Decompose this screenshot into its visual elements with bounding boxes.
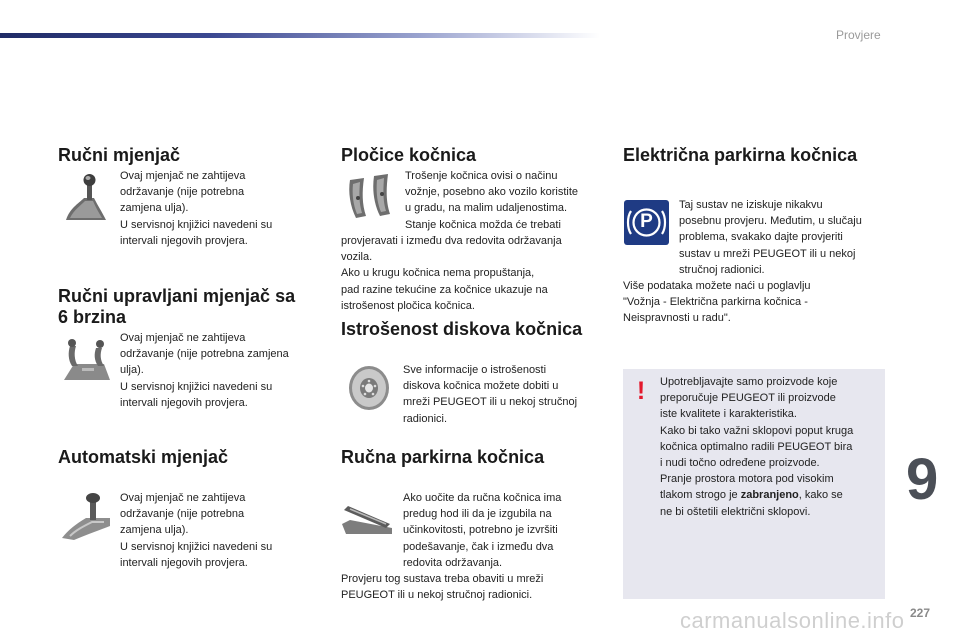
header-gradient-bar xyxy=(0,33,600,38)
text-electric-brake-intro xyxy=(679,197,862,278)
brake-pads-icon xyxy=(344,170,400,222)
text-line: zamjena ulja). xyxy=(120,202,189,215)
text-brake-pads-intro xyxy=(405,168,578,233)
handbrake-lever-icon xyxy=(340,500,396,536)
text-line: Ovaj mjenjač ne zahtijeva xyxy=(120,492,246,504)
text-line: održavanje (nije potrebna xyxy=(120,186,245,199)
text-line: posebnu provjeru. Međutim, u slučaju xyxy=(679,215,862,228)
heading-manual-parking-brake: Ručna parkirna kočnica xyxy=(341,447,545,467)
text-line: U servisnoj knjižici navedeni su xyxy=(120,380,273,393)
text-line: zamjena ulja). xyxy=(120,524,189,537)
text-brake-discs xyxy=(403,362,577,427)
text-warning xyxy=(660,374,853,520)
text-handbrake-body xyxy=(341,571,543,603)
heading-electric-parking-brake: Električna parkirna kočnica xyxy=(623,145,858,165)
paddle-shifter-icon xyxy=(60,334,114,384)
text-manual-gearbox xyxy=(120,168,272,249)
section-label: Provjere xyxy=(836,28,881,42)
text-line: Upotrebljavajte samo proizvode koje xyxy=(660,376,838,388)
emphasis-forbidden: zabranjeno xyxy=(740,489,799,502)
text-line: pad razine tekućine za kočnice ukazuje na xyxy=(341,283,548,296)
text-line: mreži PEUGEOT ili u nekoj stručnoj xyxy=(403,396,578,409)
text-line: U servisnoj knjižici navedeni su xyxy=(120,540,273,553)
text-line: Neispravnosti u radu". xyxy=(623,312,731,325)
text-line: sustav u mreži PEUGEOT ili u nekoj xyxy=(679,247,856,260)
parking-brake-icon xyxy=(624,200,669,245)
text-line: Trošenje kočnica ovisi o načinu xyxy=(405,170,558,182)
text-line: preporučuje PEUGEOT ili proizvode xyxy=(660,392,836,405)
text-line: "Vožnja - Električna parkirna kočnica - xyxy=(623,296,808,309)
text-line: Provjeru tog sustava treba obaviti u mreži xyxy=(341,573,544,585)
heading-brake-discs: Istrošenost diskova kočnica xyxy=(341,319,583,339)
text-line: provjeravati i između dva redovita održavanja xyxy=(341,235,562,247)
text-line: istrošenost pločica kočnica. xyxy=(341,299,475,312)
text-line: održavanje (nije potrebna xyxy=(120,508,245,521)
text-line: kočnica optimalno radili PEUGEOT bira xyxy=(660,440,853,453)
automatic-selector-icon xyxy=(60,492,114,542)
text-line: u gradu, na malim udaljenostima. xyxy=(405,202,568,215)
heading-line: 6 brzina xyxy=(58,307,127,327)
warning-icon: ! xyxy=(636,377,646,405)
page-number: 227 xyxy=(910,606,931,620)
text-line: intervali njegovih provjera. xyxy=(120,556,248,569)
heading-line: Ručni upravljani mjenjač sa xyxy=(58,286,296,306)
text-line: ulja). xyxy=(120,364,144,377)
text-line: podešavanje, čak i između dva xyxy=(403,540,554,553)
text-line: vozila. xyxy=(341,251,373,264)
text-brake-pads-body xyxy=(341,233,562,314)
text-fragment: , kako se xyxy=(798,489,843,502)
text-line: Taj sustav ne iziskuje nikakvu xyxy=(679,199,823,211)
text-line: diskova kočnica možete dobiti u xyxy=(403,380,559,393)
text-line: problema, svakako dajte provjeriti xyxy=(679,231,843,244)
text-line: Ako uočite da ručna kočnica ima xyxy=(403,492,562,504)
text-fragment: tlakom strogo je xyxy=(660,489,741,502)
text-line: Pranje prostora motora pod visokim xyxy=(660,473,834,486)
chapter-number: 9 xyxy=(906,447,939,512)
text-line: iste kvalitete i karakteristika. xyxy=(660,408,797,421)
text-line: predug hod ili da je izgubila na xyxy=(403,508,552,521)
text-line xyxy=(660,487,853,503)
text-automatic-gearbox xyxy=(120,490,272,571)
text-line: U servisnoj knjižici navedeni su xyxy=(120,218,273,231)
brake-disc-icon xyxy=(346,364,392,412)
text-line: vožnje, posebno ako vozilo koristite xyxy=(405,186,579,199)
text-line: intervali njegovih provjera. xyxy=(120,234,248,247)
text-line: intervali njegovih provjera. xyxy=(120,396,248,409)
text-line: Stanje kočnica možda će trebati xyxy=(405,218,561,231)
text-line: PEUGEOT ili u nekoj stručnoj radionici. xyxy=(341,589,533,602)
text-line: održavanje (nije potrebna zamjena xyxy=(120,348,289,361)
heading-automatic-gearbox: Automatski mjenjač xyxy=(58,447,229,467)
text-line: Više podataka možete naći u poglavlju xyxy=(623,280,811,292)
gear-lever-icon xyxy=(60,172,112,224)
heading-brake-pads: Pločice kočnica xyxy=(341,145,477,165)
text-line: Ovaj mjenjač ne zahtijeva xyxy=(120,332,246,344)
text-line: redovita održavanja. xyxy=(403,556,503,569)
text-line: Ovaj mjenjač ne zahtijeva xyxy=(120,170,246,182)
text-line: i nudi točno određene proizvode. xyxy=(660,457,820,470)
text-automated-gearbox xyxy=(120,330,289,411)
heading-automated-gearbox xyxy=(58,286,295,328)
text-electric-brake-body xyxy=(623,278,811,327)
text-line: Kako bi tako važni sklopovi poput kruga xyxy=(660,424,854,437)
parking-brake-letter: P xyxy=(640,211,653,232)
text-line: učinkovitosti, potrebno je izvršiti xyxy=(403,524,558,537)
text-handbrake-intro xyxy=(403,490,561,571)
text-line: Ako u krugu kočnica nema propuštanja, xyxy=(341,267,535,280)
heading-manual-gearbox: Ručni mjenjač xyxy=(58,145,181,165)
text-line: radionici. xyxy=(403,412,448,425)
text-line: ne bi oštetili električni sklopovi. xyxy=(660,505,811,518)
text-line: Sve informacije o istrošenosti xyxy=(403,364,547,376)
watermark: carmanualsonline.info xyxy=(680,608,905,633)
text-line: stručnoj radionici. xyxy=(679,263,765,276)
